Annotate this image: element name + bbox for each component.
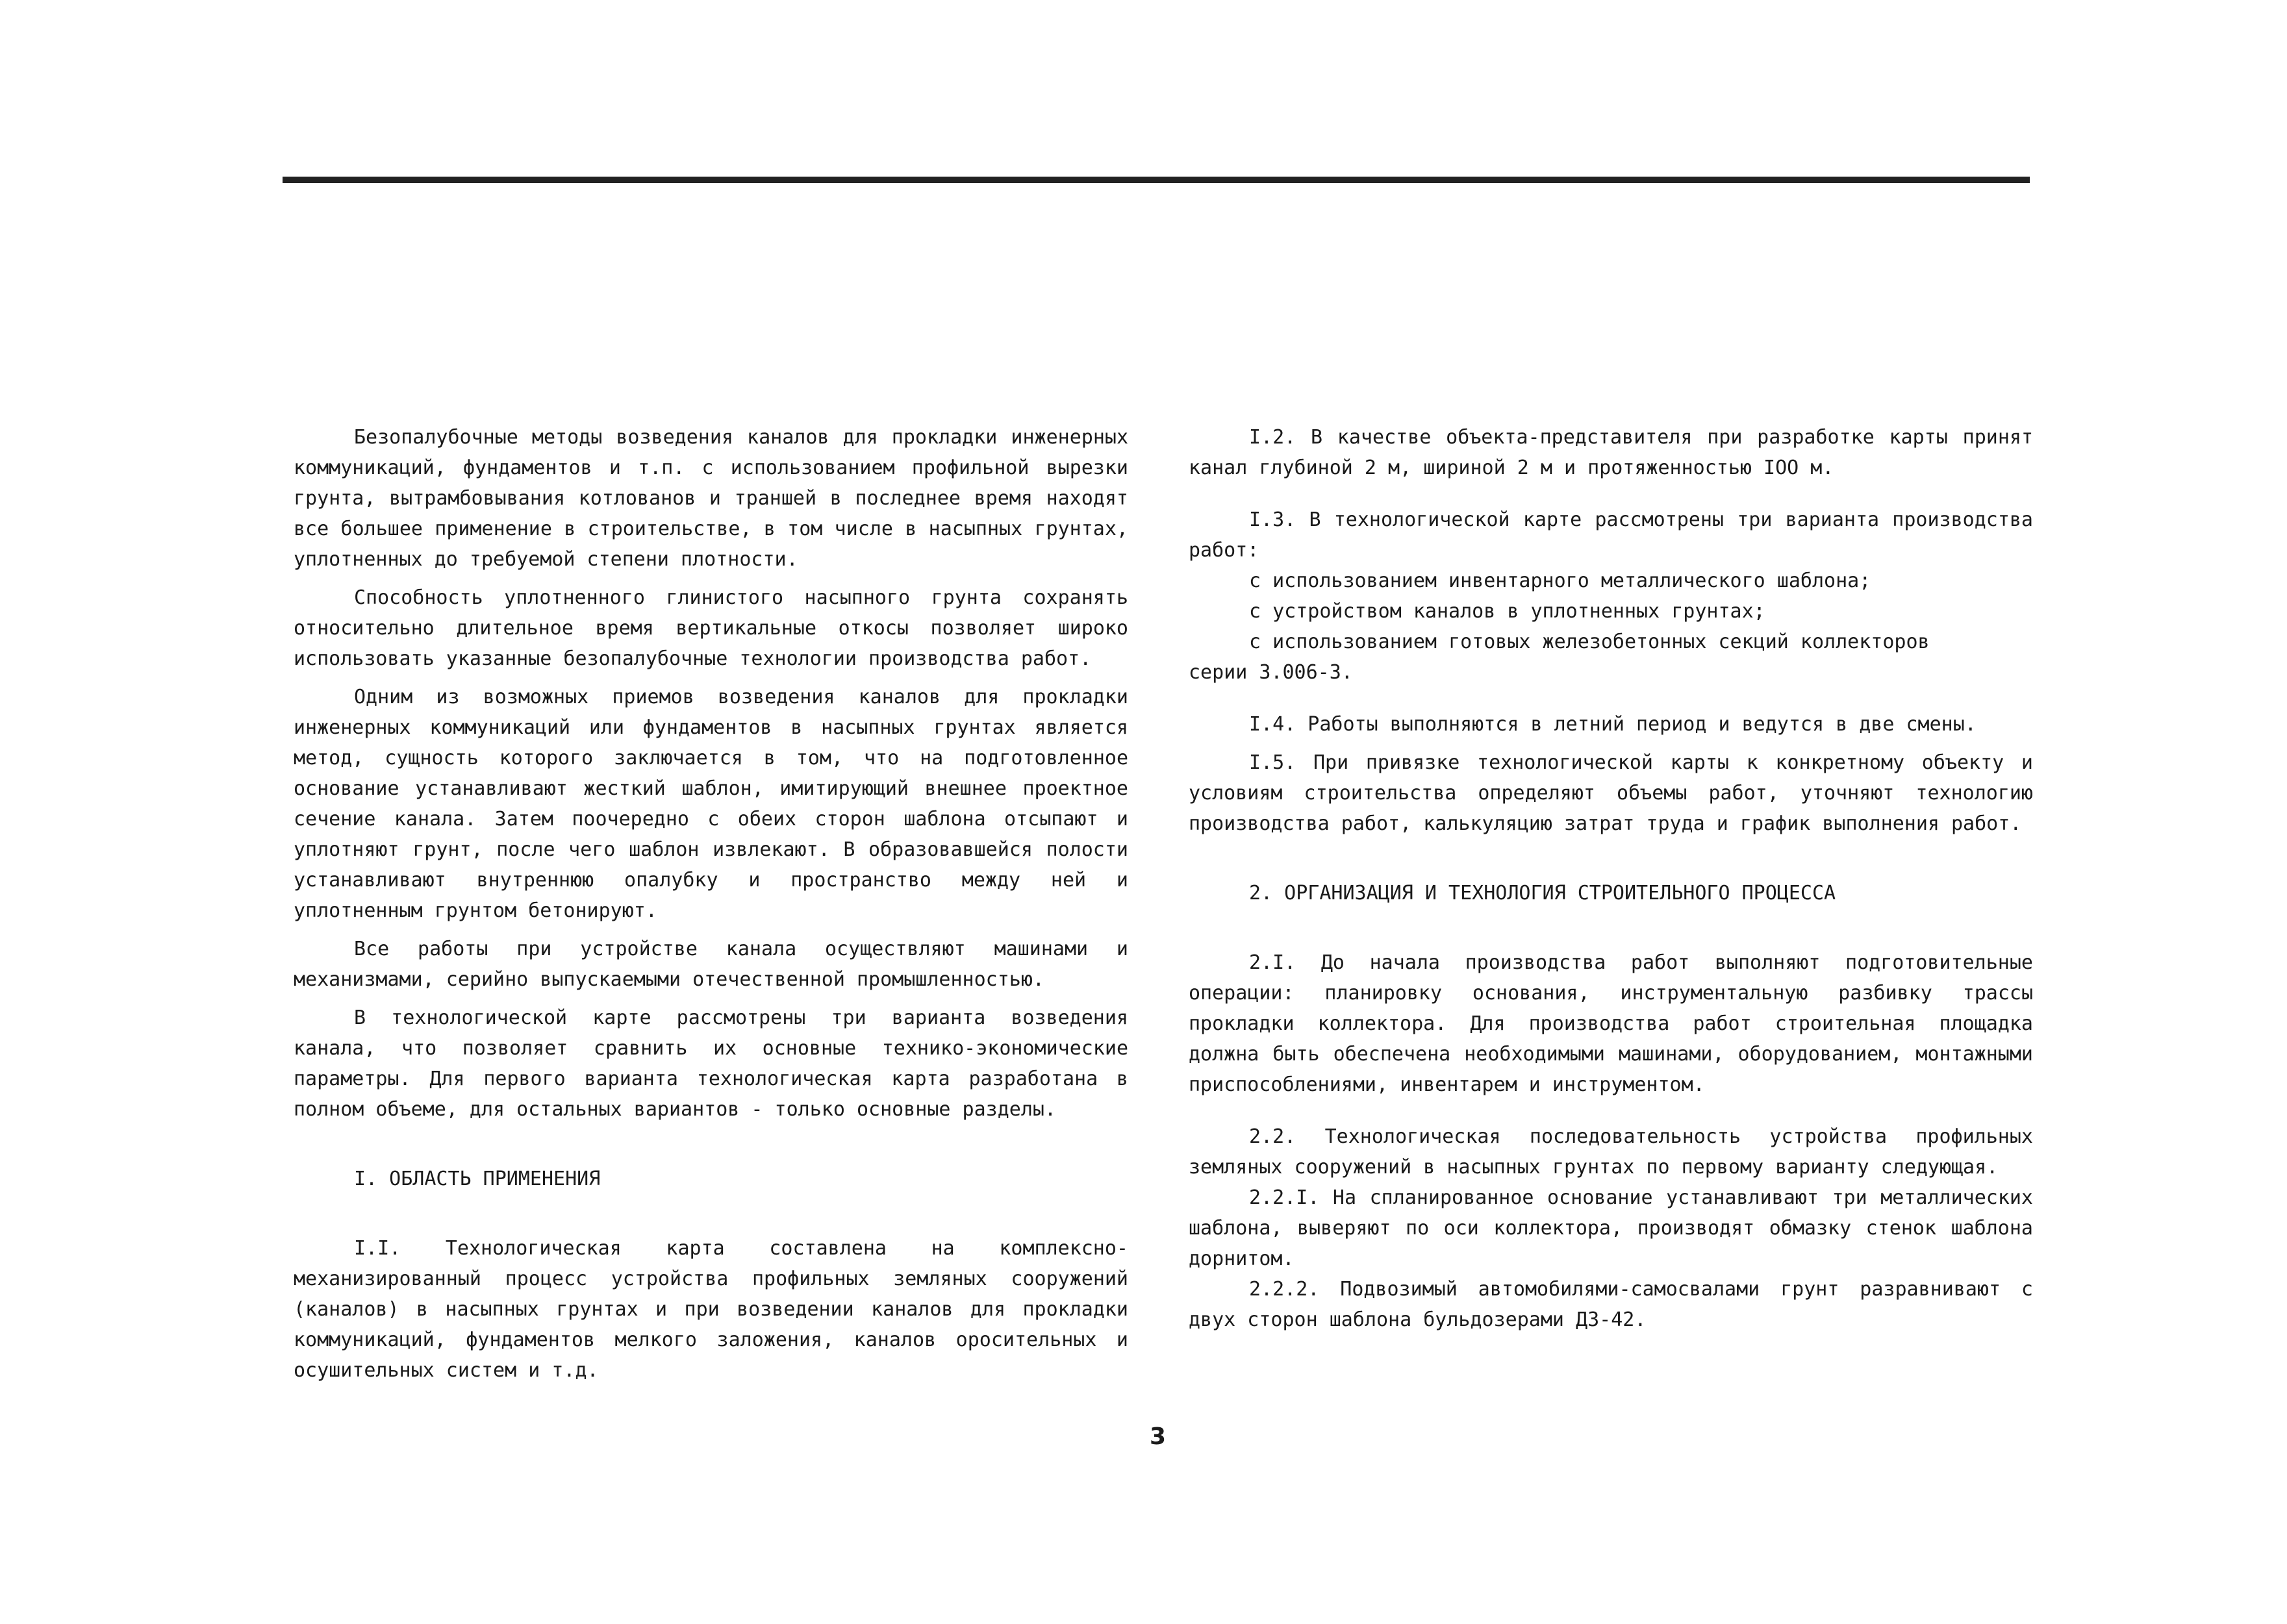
paragraph-2-2: 2.2. Технологическая последовательность устройства профильных земляных сооружений в насыпных грунтах по первому варианту следующая. [1189,1125,2033,1179]
top-rule [283,177,2030,183]
list-item-variant-3: с использованием готовых железобетонных секций коллекторов [1249,631,1930,653]
section-heading-organization: 2. ОРГАНИЗАЦИЯ И ТЕХНОЛОГИЯ СТРОИТЕЛЬНОГО ПРОЦЕССА [1249,882,1836,905]
paragraph-1-4: I.4. Работы выполняются в летний период и ведутся в две смены. [1249,713,1977,736]
paragraph-1-3: I.3. В технологической карте рассмотрены три варианта производства работ: [1189,508,2033,562]
paragraph-1-2: I.2. В качестве объекта-представителя при разработке карты принят канал глубиной 2 м, шириной 2 м и протяженностью IOO м. [1189,426,2033,479]
list-item-variant-2: с устройством каналов в уплотненных грунтах; [1249,600,1765,623]
paragraph-1-1: I.I. Технологическая карта составлена на комплексно-механизированный процесс устройства профильных земляных сооружений (каналов) в насыпных грунтах и при возведении каналов для прокладки коммуникаций, фундаментов мелкого заложения, каналов оросительных и осушительных систем и т.д. [294,1237,1128,1382]
left-column [294,422,1128,1386]
paragraph-2-2-1: 2.2.I. На спланированное основание устанавливают три металлических шаблона, выверяют по оси коллектора, производят обмазку стенок шаблона дорнитом. [1189,1186,2033,1270]
page-number: 3 [1150,1423,1167,1450]
paragraph-variants: В технологической карте рассмотрены три варианта возведения канала, что позволяет сравнить их основные технико-экономические параметры. Для первого варианта технологическая карта разработана в полном объеме, для остальных вариантов - только основные разделы. [294,1006,1128,1121]
list-item-variant-1: с использованием инвентарного металлического шаблона; [1249,569,1871,592]
right-column [1189,422,2033,1335]
paragraph-2-1: 2.I. До начала производства работ выполняют подготовительные операции: планировку основания, инструментальную разбивку трассы прокладки коллектора. Для производства работ строительная площадка должна быть обеспечена необходимыми машинами, оборудованием, монтажными приспособлениями, инвентарем и инструментом. [1189,951,2033,1096]
paragraph-machinery: Все работы при устройстве канала осуществляют машинами и механизмами, серийно выпускаемыми отечественной промышленностью. [294,938,1128,991]
paragraph-1-5: I.5. При привязке технологической карты к конкретному объекту и условиям строительства определяют объемы работ, уточняют технологию производства работ, калькуляцию затрат труда и график выполнения работ. [1189,751,2033,835]
section-heading-scope: I. ОБЛАСТЬ ПРИМЕНЕНИЯ [354,1168,601,1190]
paragraph-intro: Безопалубочные методы возведения каналов для прокладки инженерных коммуникаций, фундаментов и т.п. с использованием профильной вырезки грунта, вытрамбовывания котлованов и траншей в последнее время находят все большее применение в строительстве, в том числе в насыпных грунтах, уплотненных до требуемой степени плотности. [294,426,1128,571]
paragraph-soil-ability: Способность уплотненного глинистого насыпного грунта сохранять относительно длительное время вертикальные откосы позволяет широко использовать указанные безопалубочные технологии производства работ. [294,586,1128,670]
paragraph-method: Одним из возможных приемов возведения каналов для прокладки инженерных коммуникаций или фундаментов в насыпных грунтах является метод, сущность которого заключается в том, что на подготовленное основание устанавливают жесткий шаблон, имитирующий внешнее проектное сечение канала. Затем поочередно с обеих сторон шаблона отсыпают и уплотняют грунт, после чего шаблон извлекают. В образовавшейся полости устанавливают внутреннюю опалубку и пространство между ней и уплотненным грунтом бетонируют. [294,686,1128,922]
list-item-variant-3-tail: серии 3.006-3. [1189,661,1353,684]
paragraph-2-2-2: 2.2.2. Подвозимый автомобилями-самосвалами грунт разравнивают с двух сторон шаблона бульдозерами ДЗ-42. [1189,1278,2033,1331]
